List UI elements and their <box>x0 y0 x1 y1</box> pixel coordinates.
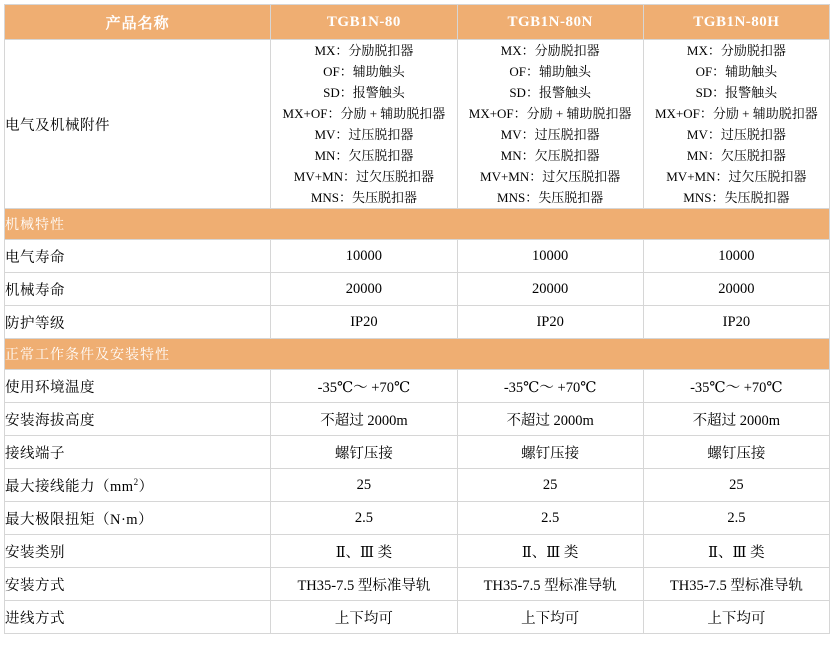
table-row <box>5 240 830 273</box>
row-value-3: IP20 <box>643 306 829 339</box>
row-value-3: 10000 <box>643 240 829 273</box>
row-value-1: -35℃～ +70℃ <box>271 370 457 403</box>
row-value-3: 25 <box>643 469 829 502</box>
accessory-line: MNS：失压脱扣器 <box>497 190 604 205</box>
table-row <box>5 502 830 535</box>
row-value-1: 2.5 <box>271 502 457 535</box>
table-header-row <box>5 5 830 40</box>
table-row <box>5 469 830 502</box>
row-value-3: 2.5 <box>643 502 829 535</box>
row-value-3: 螺钉压接 <box>643 436 829 469</box>
row-value-2: 20000 <box>457 273 643 306</box>
row-value-3: 20000 <box>643 273 829 306</box>
accessory-line: MX+OF：分励 + 辅助脱扣器 <box>468 106 632 121</box>
accessory-line: MX：分励脱扣器 <box>314 43 414 58</box>
table-row <box>5 306 830 339</box>
accessory-line: SD：报警触头 <box>695 85 778 100</box>
table-row <box>5 436 830 469</box>
row-label: 机械寿命 <box>5 273 271 306</box>
table-row <box>5 403 830 436</box>
row-label: 安装类别 <box>5 535 271 568</box>
table-row <box>5 370 830 403</box>
row-value-1: 螺钉压接 <box>271 436 457 469</box>
row-value-1: TH35-7.5 型标准导轨 <box>271 568 457 601</box>
row-value-1: IP20 <box>271 306 457 339</box>
accessories-cell-3 <box>643 40 829 209</box>
accessory-line: OF：辅助触头 <box>509 64 591 79</box>
accessory-line: MN：欠压脱扣器 <box>314 148 414 163</box>
accessories-label: 电气及机械附件 <box>5 40 271 209</box>
table-row <box>5 273 830 306</box>
row-value-1: 不超过 2000m <box>271 403 457 436</box>
row-label: 进线方式 <box>5 601 271 634</box>
accessory-line: SD：报警触头 <box>323 85 405 100</box>
row-label: 最大接线能力$(mm^2)$ <box>5 469 271 502</box>
row-value-1: 上下均可 <box>271 601 457 634</box>
accessories-cell-1 <box>271 40 457 209</box>
row-value-3: 上下均可 <box>643 601 829 634</box>
accessory-line: SD：报警触头 <box>509 85 591 100</box>
row-value-3: 不超过 2000m <box>643 403 829 436</box>
accessory-line: OF：辅助触头 <box>323 64 405 79</box>
accessory-line: MNS：失压脱扣器 <box>310 190 418 205</box>
row-label: 防护等级 <box>5 306 271 339</box>
table-row <box>5 535 830 568</box>
accessory-line: MV+MN：过欠压脱扣器 <box>480 169 621 184</box>
specification-table <box>4 4 830 634</box>
table-row <box>5 568 830 601</box>
accessory-line: MV+MN：过欠压脱扣器 <box>293 169 435 184</box>
accessory-line: MV：过压脱扣器 <box>686 127 786 142</box>
header-model-2: TGB1N-80N <box>457 5 643 40</box>
section-band-label: 机械特性 <box>5 209 830 240</box>
row-value-1: 25 <box>271 469 457 502</box>
header-model-3: TGB1N-80H <box>643 5 829 40</box>
accessory-line: MX+OF：分励 + 辅助脱扣器 <box>655 106 818 121</box>
row-value-3: TH35-7.5 型标准导轨 <box>643 568 829 601</box>
accessories-row <box>5 40 830 209</box>
row-value-2: 2.5 <box>457 502 643 535</box>
row-value-1: Ⅱ、Ⅲ 类 <box>271 535 457 568</box>
table-row <box>5 601 830 634</box>
accessory-line: MV+MN：过欠压脱扣器 <box>666 169 807 184</box>
row-label: 安装海拔高度 <box>5 403 271 436</box>
row-label: 接线端子 <box>5 436 271 469</box>
row-value-2: 不超过 2000m <box>457 403 643 436</box>
section-band-1 <box>5 209 830 240</box>
row-label: 电气寿命 <box>5 240 271 273</box>
row-value-3: Ⅱ、Ⅲ 类 <box>643 535 829 568</box>
row-label: 使用环境温度 <box>5 370 271 403</box>
accessory-line: MNS：失压脱扣器 <box>683 190 790 205</box>
accessory-line: MN：欠压脱扣器 <box>500 148 600 163</box>
section-band-label: 正常工作条件及安装特性 <box>5 339 830 370</box>
row-value-2: 10000 <box>457 240 643 273</box>
row-value-1: 10000 <box>271 240 457 273</box>
row-value-2: 上下均可 <box>457 601 643 634</box>
header-product-name: 产品名称 <box>5 5 271 40</box>
accessory-line: MV：过压脱扣器 <box>314 127 414 142</box>
row-value-2: 螺钉压接 <box>457 436 643 469</box>
row-value-3: -35℃～ +70℃ <box>643 370 829 403</box>
row-value-2: IP20 <box>457 306 643 339</box>
accessory-line: MN：欠压脱扣器 <box>686 148 786 163</box>
row-value-1: 20000 <box>271 273 457 306</box>
accessory-line: MX：分励脱扣器 <box>500 43 600 58</box>
accessory-line: MX：分励脱扣器 <box>686 43 786 58</box>
accessory-line: MV：过压脱扣器 <box>500 127 600 142</box>
accessories-cell-2 <box>457 40 643 209</box>
row-value-2: Ⅱ、Ⅲ 类 <box>457 535 643 568</box>
accessory-line: OF：辅助触头 <box>695 64 778 79</box>
row-value-2: -35℃～ +70℃ <box>457 370 643 403</box>
row-label: 最大极限扭矩（N·m） <box>5 502 271 535</box>
section-band-2 <box>5 339 830 370</box>
row-label: 安装方式 <box>5 568 271 601</box>
row-value-2: TH35-7.5 型标准导轨 <box>457 568 643 601</box>
accessory-line: MX+OF：分励 + 辅助脱扣器 <box>282 106 446 121</box>
header-model-1: TGB1N-80 <box>271 5 457 40</box>
row-value-2: 25 <box>457 469 643 502</box>
